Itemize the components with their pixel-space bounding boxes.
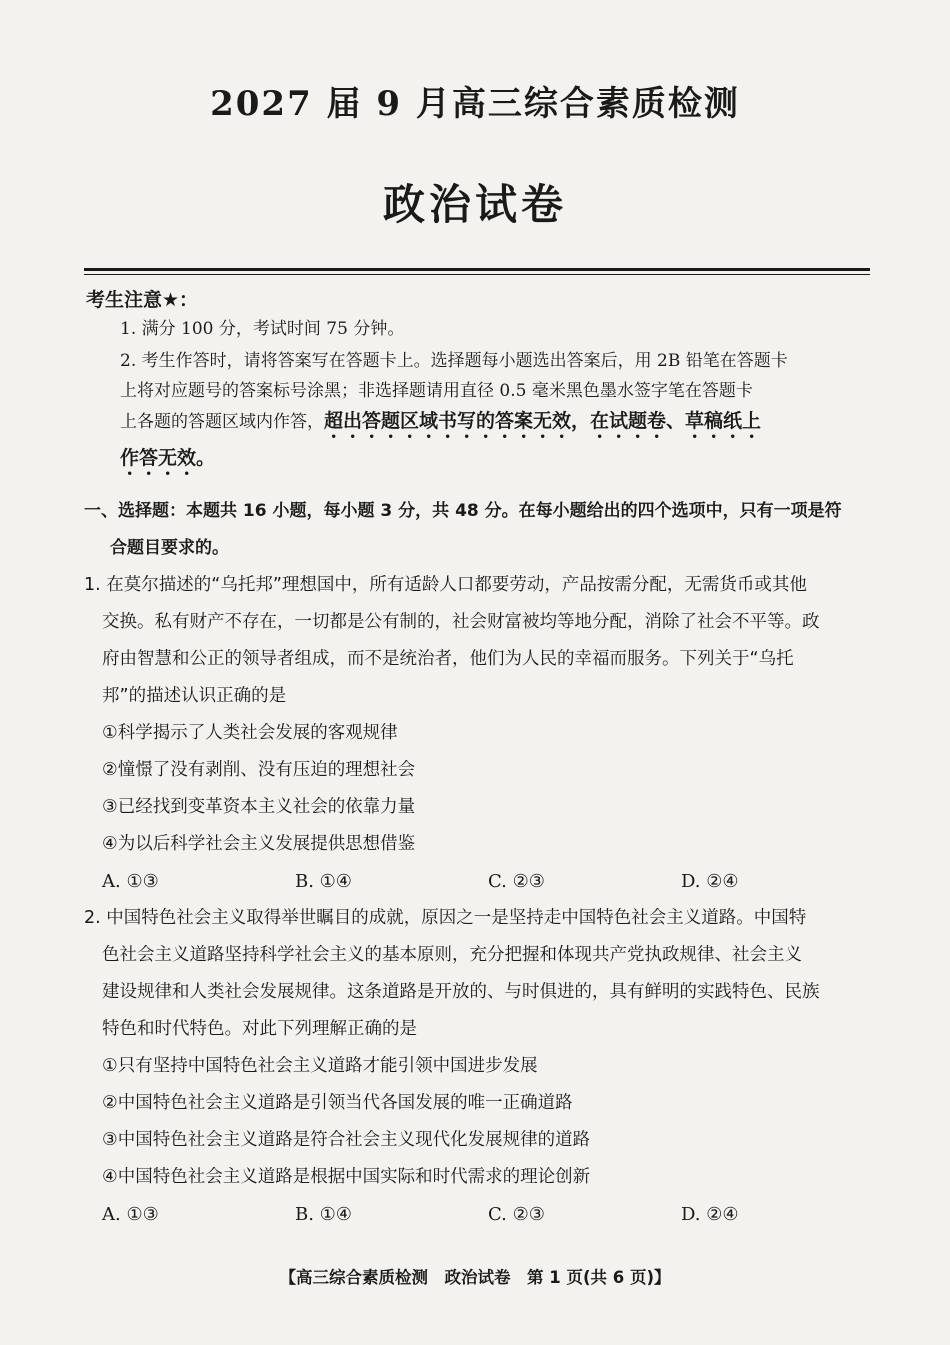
section-heading: [84, 493, 874, 567]
notice-emphasis-2: 作答无效。: [120, 447, 216, 469]
question-2-stem-line-3: 建设规律和人类社会发展规律。这条道路是开放的、与时俱进的，具有鲜明的实践特色、民族: [102, 982, 820, 1002]
section-heading-line-2: 合题目要求的。: [110, 538, 229, 558]
question-1-option-4: ④为以后科学社会主义发展提供思想借鉴: [102, 834, 416, 854]
question-1-option-2: ②憧憬了没有剥削、没有压迫的理想社会: [102, 760, 416, 780]
notice-heading: 考生注意★：: [86, 289, 199, 311]
question-2-option-2: ②中国特色社会主义道路是引领当代各国发展的唯一正确道路: [102, 1093, 573, 1113]
section-heading-line-1: 一、选择题：本题共 16 小题，每小题 3 分，共 48 分。在每小题给出的四个选项中，只有一项是符: [84, 501, 842, 521]
header-divider-thick: [84, 268, 870, 271]
question-2-choices: [84, 1196, 874, 1233]
question-2-choice-a: A. ①③: [102, 1204, 159, 1225]
question-2-stem-line-2: 色社会主义道路坚持科学社会主义的基本原则，充分把握和体现共产党执政规律、社会主义: [102, 945, 802, 965]
question-1-stem-line-1: 1. 在莫尔描述的“乌托邦”理想国中，所有适龄人口都要劳动，产品按需分配，无需货币或其他: [84, 575, 807, 595]
header-divider-thin: [84, 274, 870, 275]
notice-item-2-line-4: [120, 443, 870, 480]
exam-subject: 政治试卷: [382, 180, 567, 229]
question-1-stem-line-4: 邦”的描述认识正确的是: [102, 686, 287, 706]
question-1-choice-c: C. ②③: [488, 871, 545, 892]
question-1-choice-a: A. ①③: [102, 871, 159, 892]
question-1-option-3: ③已经找到变革资本主义社会的依靠力量: [102, 797, 416, 817]
question-1: [84, 567, 874, 900]
question-2: [84, 900, 874, 1233]
question-1-choice-d: D. ②④: [681, 871, 739, 892]
page-footer: 【高三综合素质检测 政治试卷 第 1 页(共 6 页)】: [279, 1268, 671, 1287]
notice-item-2-line-3: [120, 406, 870, 443]
question-2-stem-line-4: 特色和时代特色。对此下列理解正确的是: [102, 1019, 417, 1039]
notice-item-2-line-2: 上将对应题号的答案标号涂黑；非选择题请用直径 0.5 毫米黑色墨水签字笔在答题卡: [120, 381, 753, 401]
question-2-choice-c: C. ②③: [488, 1204, 545, 1225]
question-1-choice-b: B. ①④: [295, 871, 352, 892]
question-1-option-1: ①科学揭示了人类社会发展的客观规律: [102, 723, 398, 743]
question-2-choice-d: D. ②④: [681, 1204, 739, 1225]
notice-item-2-line-1: 2. 考生作答时，请将答案写在答题卡上。选择题每小题选出答案后，用 2B 铅笔在答题卡: [120, 351, 788, 371]
notice-item-2-line-3-plain: 上各题的答题区域内作答，: [120, 412, 324, 432]
notice-emphasis-1: 超出答题区域书写的答案无效，在试题卷、草稿纸上: [324, 410, 762, 432]
question-2-choice-b: B. ①④: [295, 1204, 352, 1225]
question-2-option-4: ④中国特色社会主义道路是根据中国实际和时代需求的理论创新: [102, 1167, 591, 1187]
question-2-option-3: ③中国特色社会主义道路是符合社会主义现代化发展规律的道路: [102, 1130, 591, 1150]
exam-title: 2027 届 9 月高三综合素质检测: [210, 84, 740, 124]
question-2-option-1: ①只有坚持中国特色社会主义道路才能引领中国进步发展: [102, 1056, 538, 1076]
question-1-stem-line-2: 交换。私有财产不存在，一切都是公有制的，社会财富被均等地分配，消除了社会不平等。政: [102, 612, 820, 632]
question-1-choices: [84, 863, 874, 900]
notice-item-2: [120, 346, 870, 480]
question-1-stem-line-3: 府由智慧和公正的领导者组成，而不是统治者，他们为人民的幸福而服务。下列关于“乌托: [102, 649, 794, 669]
question-2-stem-line-1: 2. 中国特色社会主义取得举世瞩目的成就，原因之一是坚持走中国特色社会主义道路。中国特: [84, 908, 807, 928]
notice-item-1: 1. 满分 100 分，考试时间 75 分钟。: [120, 319, 405, 339]
